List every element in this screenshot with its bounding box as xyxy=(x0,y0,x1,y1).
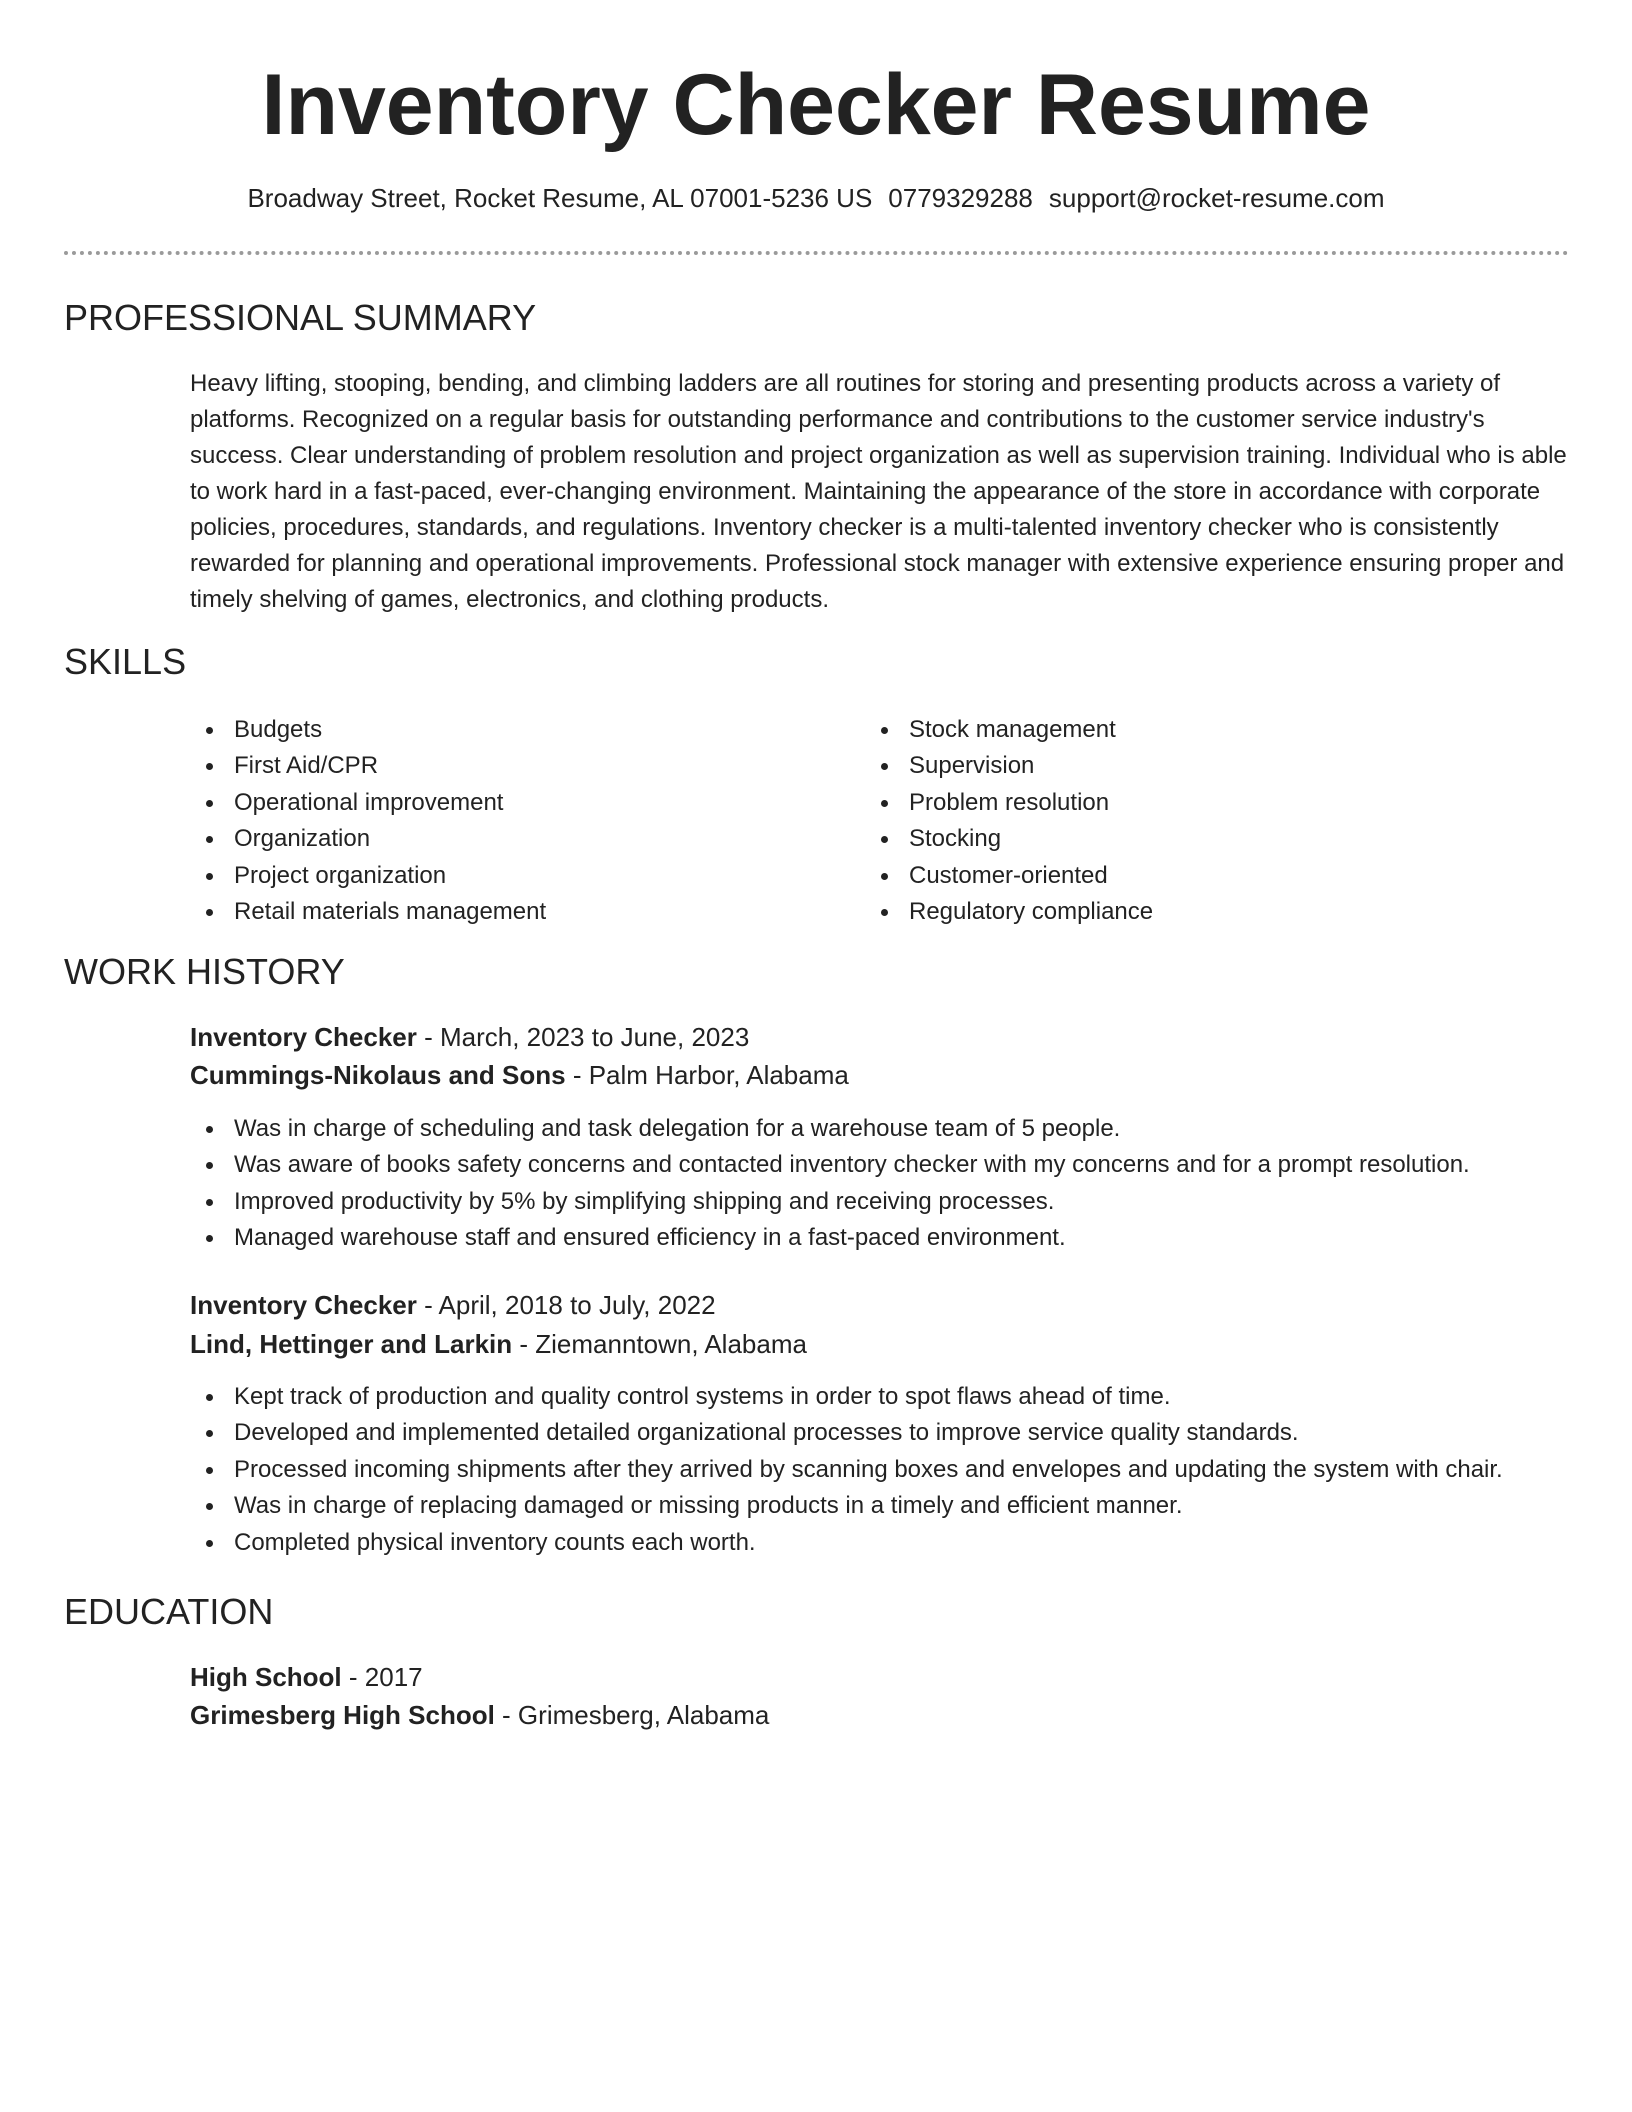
job-company: Lind, Hettinger and Larkin xyxy=(190,1329,513,1359)
duties-list xyxy=(190,1379,1590,1561)
contact-email: support@rocket-resume.com xyxy=(1048,183,1385,213)
contact-phone: 0779329288 xyxy=(888,183,1033,213)
duty-item: Was in charge of replacing damaged or missing products in a timely and efficient manner. xyxy=(190,1488,1590,1524)
education-degree-line xyxy=(190,1659,423,1695)
skill-item: Stock management xyxy=(865,712,1485,748)
duty-item: Developed and implemented detailed organizational processes to improve service quality standards. xyxy=(190,1415,1590,1451)
skill-item: Operational improvement xyxy=(190,785,810,821)
education-heading: EDUCATION xyxy=(64,1591,274,1632)
job-title-line xyxy=(190,1287,716,1323)
education-degree: High School xyxy=(190,1662,342,1692)
skill-item: Budgets xyxy=(190,712,810,748)
job-title-line xyxy=(190,1019,749,1055)
duty-item: Was aware of books safety concerns and contacted inventory checker with my concerns and for a prompt resolution. xyxy=(190,1147,1590,1183)
duty-item: Kept track of production and quality control systems in order to spot flaws ahead of time. xyxy=(190,1379,1590,1415)
job-duties xyxy=(190,1379,1590,1561)
skill-item: Regulatory compliance xyxy=(865,894,1485,930)
skills-list-right xyxy=(865,712,1485,930)
job-location: - Ziemanntown, Alabama xyxy=(512,1329,807,1359)
job-dates: - April, 2018 to July, 2022 xyxy=(416,1290,716,1320)
education-location: - Grimesberg, Alabama xyxy=(494,1700,770,1730)
duty-item: Processed incoming shipments after they arrived by scanning boxes and envelopes and updating the system with chair. xyxy=(190,1452,1590,1488)
duties-list xyxy=(190,1111,1590,1257)
summary-heading: PROFESSIONAL SUMMARY xyxy=(64,297,537,338)
education-school: Grimesberg High School xyxy=(190,1700,495,1730)
job-company-line xyxy=(190,1326,807,1362)
education-school-line xyxy=(190,1697,769,1733)
skills-column-right xyxy=(865,712,1485,930)
skill-item: Customer-oriented xyxy=(865,858,1485,894)
duty-item: Improved productivity by 5% by simplifying shipping and receiving processes. xyxy=(190,1184,1590,1220)
job-title: Inventory Checker xyxy=(190,1022,417,1052)
resume-title: Inventory Checker Resume xyxy=(261,57,1371,153)
summary-text: Heavy lifting, stooping, bending, and climbing ladders are all routines for storing and presenting products across a variety of platforms. Recognized on a regular basis for outstanding performance and contributions to the customer service industry's success. Clear understanding of problem resolution and project organization as well as supervision training. Individual who is able to work hard in a fast-paced, ever-changing environment. Maintaining the appearance of the store in accordance with corporate policies, procedures, standards, and regulations. Inventory checker is a multi-talented inventory checker who is consistently rewarded for planning and operational improvements. Professional stock manager with extensive experience ensuring proper and timely shelving of games, electronics, and clothing products. xyxy=(190,370,1567,613)
skill-item: Problem resolution xyxy=(865,785,1485,821)
job-company-line xyxy=(190,1057,849,1093)
header-divider xyxy=(64,251,1569,255)
skill-item: Supervision xyxy=(865,748,1485,784)
skill-item: Organization xyxy=(190,821,810,857)
job-company: Cummings-Nikolaus and Sons xyxy=(190,1060,566,1090)
skills-heading: SKILLS xyxy=(64,641,187,682)
skills-list-left xyxy=(190,712,810,930)
education-year: - 2017 xyxy=(341,1662,423,1692)
work-history-heading: WORK HISTORY xyxy=(64,951,345,992)
job-duties xyxy=(190,1111,1590,1257)
skill-item: Project organization xyxy=(190,858,810,894)
duty-item: Completed physical inventory counts each worth. xyxy=(190,1525,1590,1561)
skill-item: Stocking xyxy=(865,821,1485,857)
job-dates: - March, 2023 to June, 2023 xyxy=(416,1022,750,1052)
skill-item: Retail materials management xyxy=(190,894,810,930)
skills-column-left xyxy=(190,712,810,930)
contact-address: Broadway Street, Rocket Resume, AL 07001-5236 US xyxy=(247,183,873,213)
job-location: - Palm Harbor, Alabama xyxy=(565,1060,849,1090)
job-title: Inventory Checker xyxy=(190,1290,417,1320)
duty-item: Managed warehouse staff and ensured efficiency in a fast-paced environment. xyxy=(190,1220,1590,1256)
duty-item: Was in charge of scheduling and task delegation for a warehouse team of 5 people. xyxy=(190,1111,1590,1147)
skill-item: First Aid/CPR xyxy=(190,748,810,784)
contact-line xyxy=(0,180,1632,216)
